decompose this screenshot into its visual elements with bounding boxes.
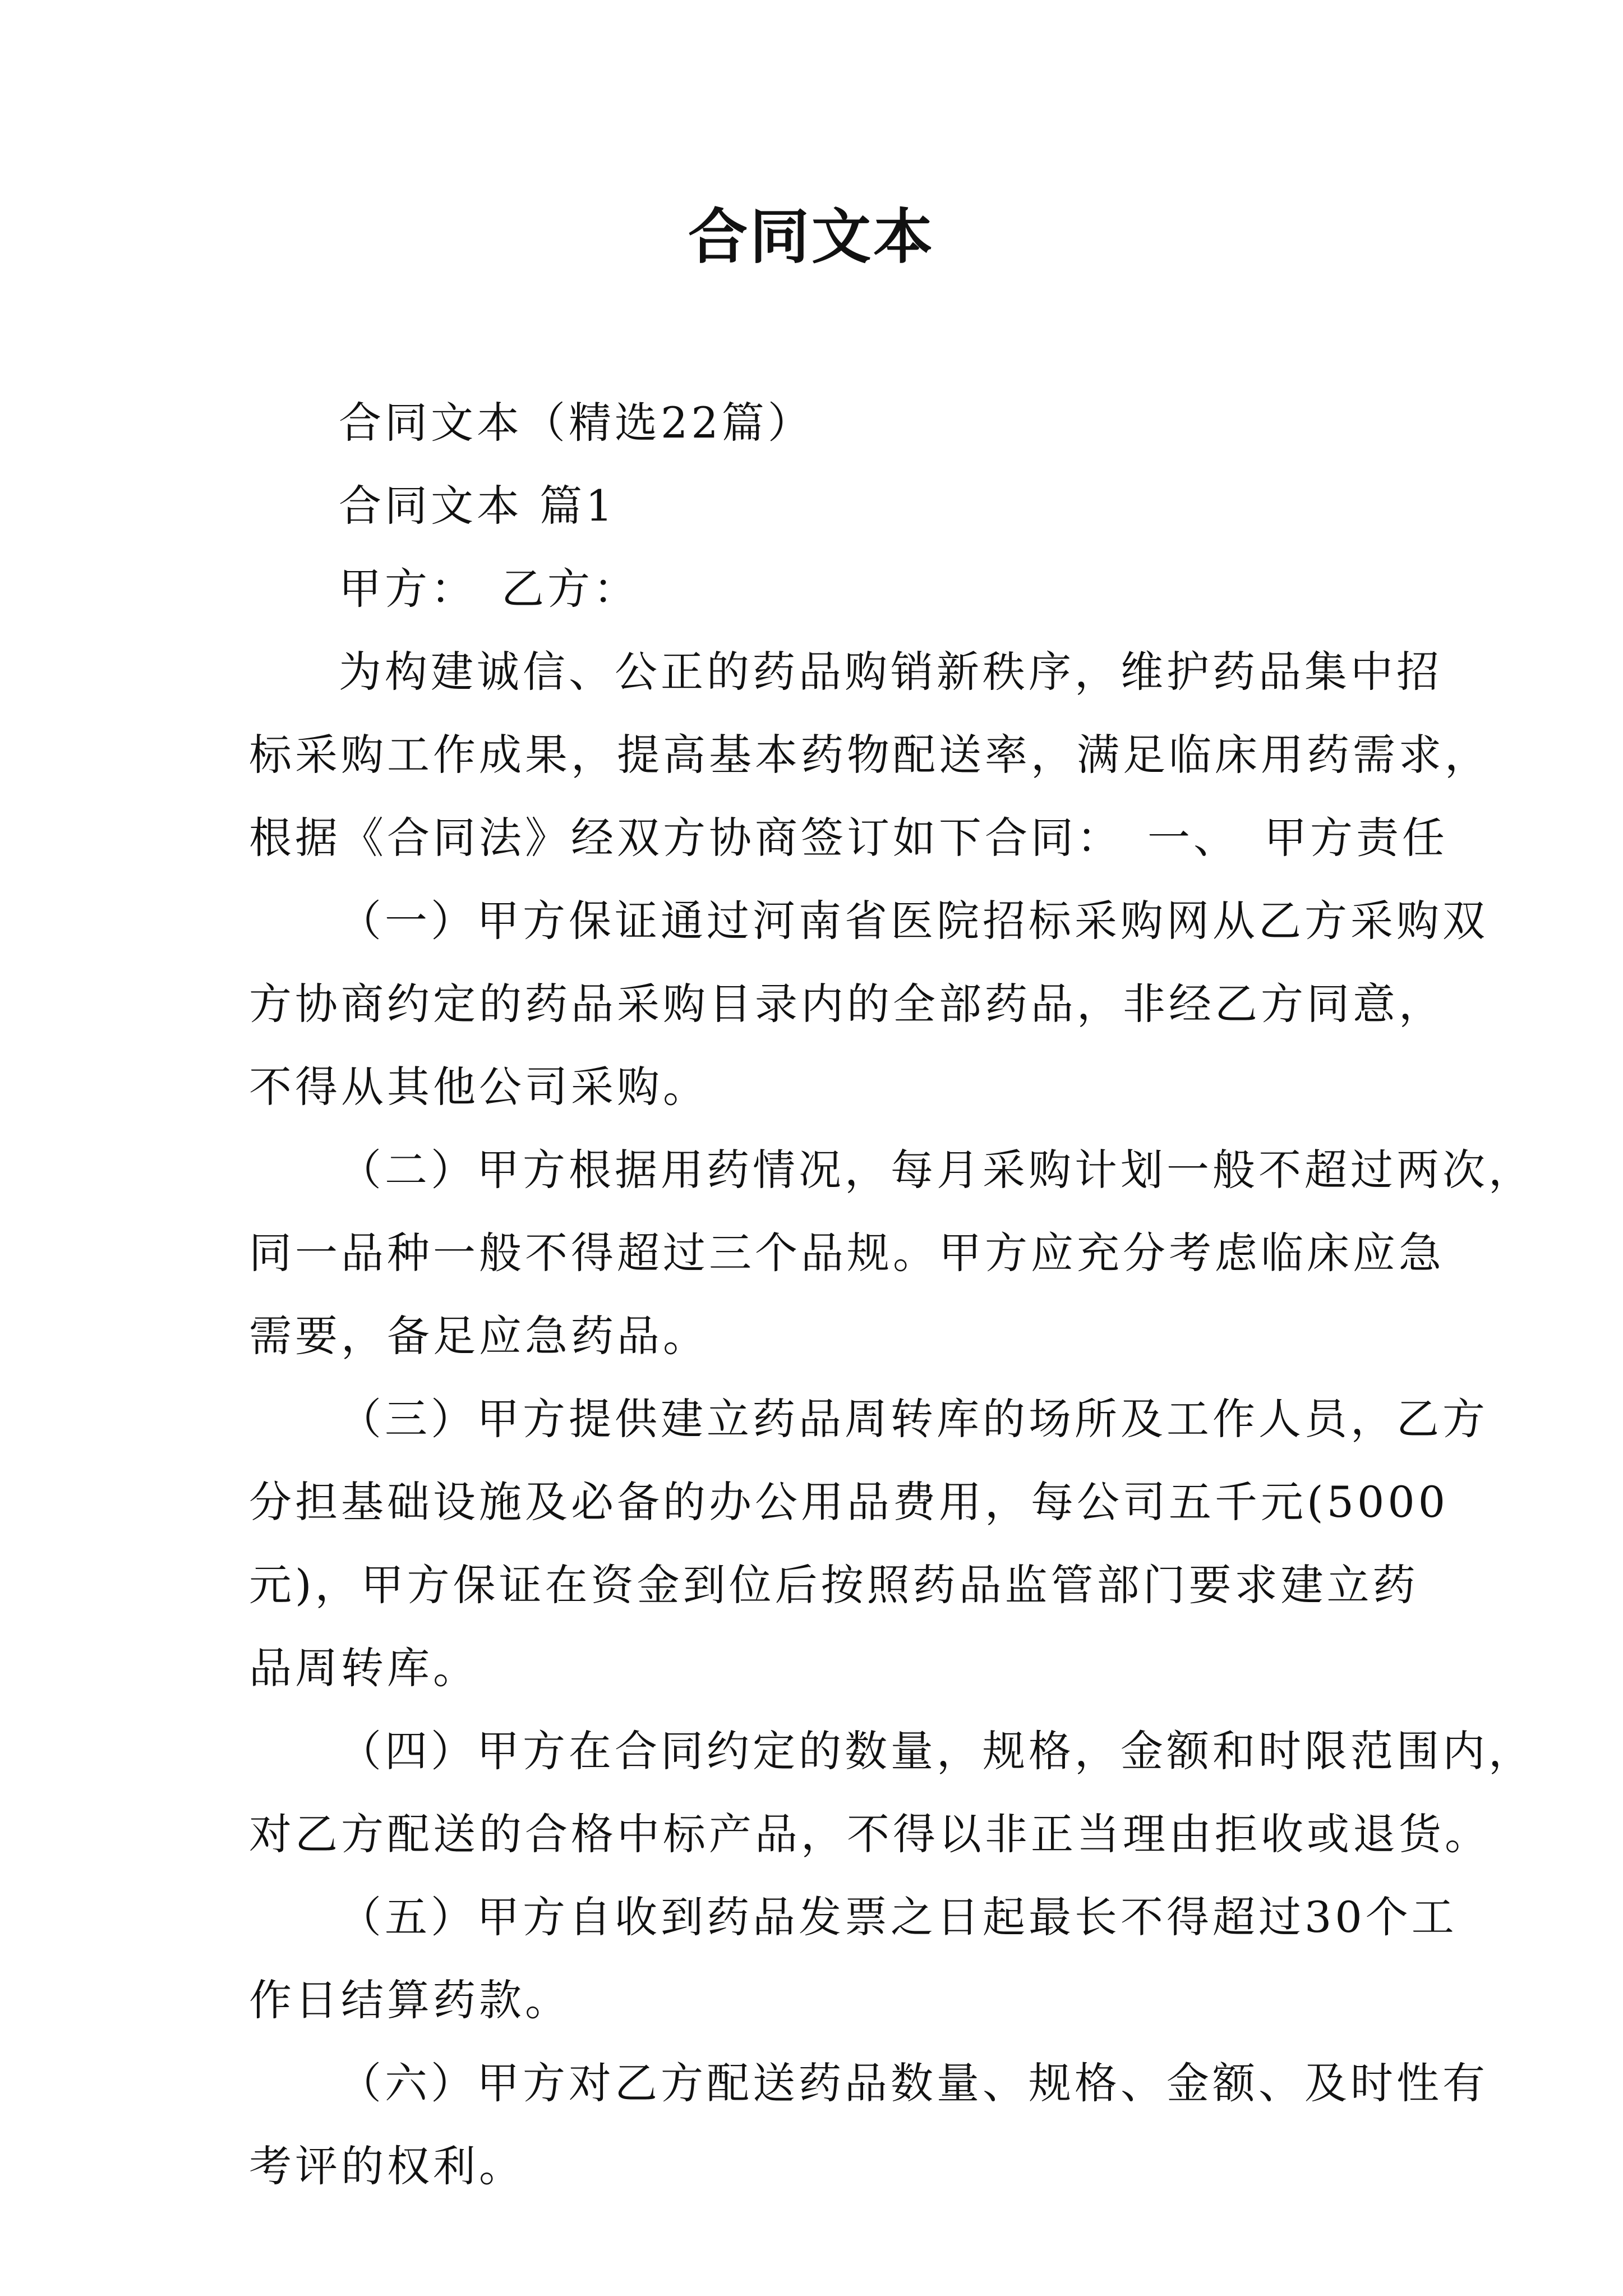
parties-line: 甲方： 乙方： (339, 564, 639, 614)
paragraph-line: 为构建诚信、公正的药品购销新秩序，维护药品集中招 (339, 647, 1442, 697)
paragraph-line: 对乙方配送的合格中标产品，不得以非正当理由拒收或退货。 (249, 1809, 1491, 1859)
document-body (249, 381, 1534, 2208)
paragraph-line: 元)，甲方保证在资金到位后按照药品监管部门要求建立药 (249, 1560, 1419, 1610)
paragraph-line: （三）甲方提供建立药品周转库的场所及工作人员，乙方 (339, 1394, 1488, 1444)
paragraph-line: 不得从其他公司采购。 (249, 1062, 709, 1112)
paragraph-line: 作日结算药款。 (249, 1975, 571, 2025)
paragraph-line: 根据《合同法》经双方协商签订如下合同： 一、 甲方责任 (249, 813, 1448, 863)
paragraph-line: （二）甲方根据用药情况，每月采购计划一般不超过两次， (339, 1145, 1534, 1195)
section-heading: 合同文本 篇1 (339, 481, 616, 531)
paragraph-line: 方协商约定的药品采购目录内的全部药品，非经乙方同意， (249, 979, 1445, 1029)
paragraph-line: 分担基础设施及必备的办公用品费用，每公司五千元(5000 (249, 1477, 1449, 1527)
paragraph-line: 需要，备足应急药品。 (249, 1311, 709, 1361)
paragraph-line: （一）甲方保证通过河南省医院招标采购网从乙方采购双 (339, 896, 1488, 946)
paragraph-line: （五）甲方自收到药品发票之日起最长不得超过30个工 (339, 1892, 1458, 1942)
paragraph-line: （六）甲方对乙方配送药品数量、规格、金额、及时性有 (339, 2058, 1488, 2108)
subtitle-line: 合同文本（精选22篇） (339, 398, 814, 448)
paragraph-line: 考评的权利。 (249, 2141, 525, 2191)
paragraph-line: （四）甲方在合同约定的数量，规格，金额和时限范围内， (339, 1726, 1534, 1776)
document-title: 合同文本 (688, 201, 935, 272)
paragraph-line: 标采购工作成果，提高基本药物配送率，满足临床用药需求， (249, 730, 1491, 780)
paragraph-line: 品周转库。 (249, 1643, 479, 1693)
paragraph-line: 同一品种一般不得超过三个品规。甲方应充分考虑临床应急 (249, 1228, 1445, 1278)
